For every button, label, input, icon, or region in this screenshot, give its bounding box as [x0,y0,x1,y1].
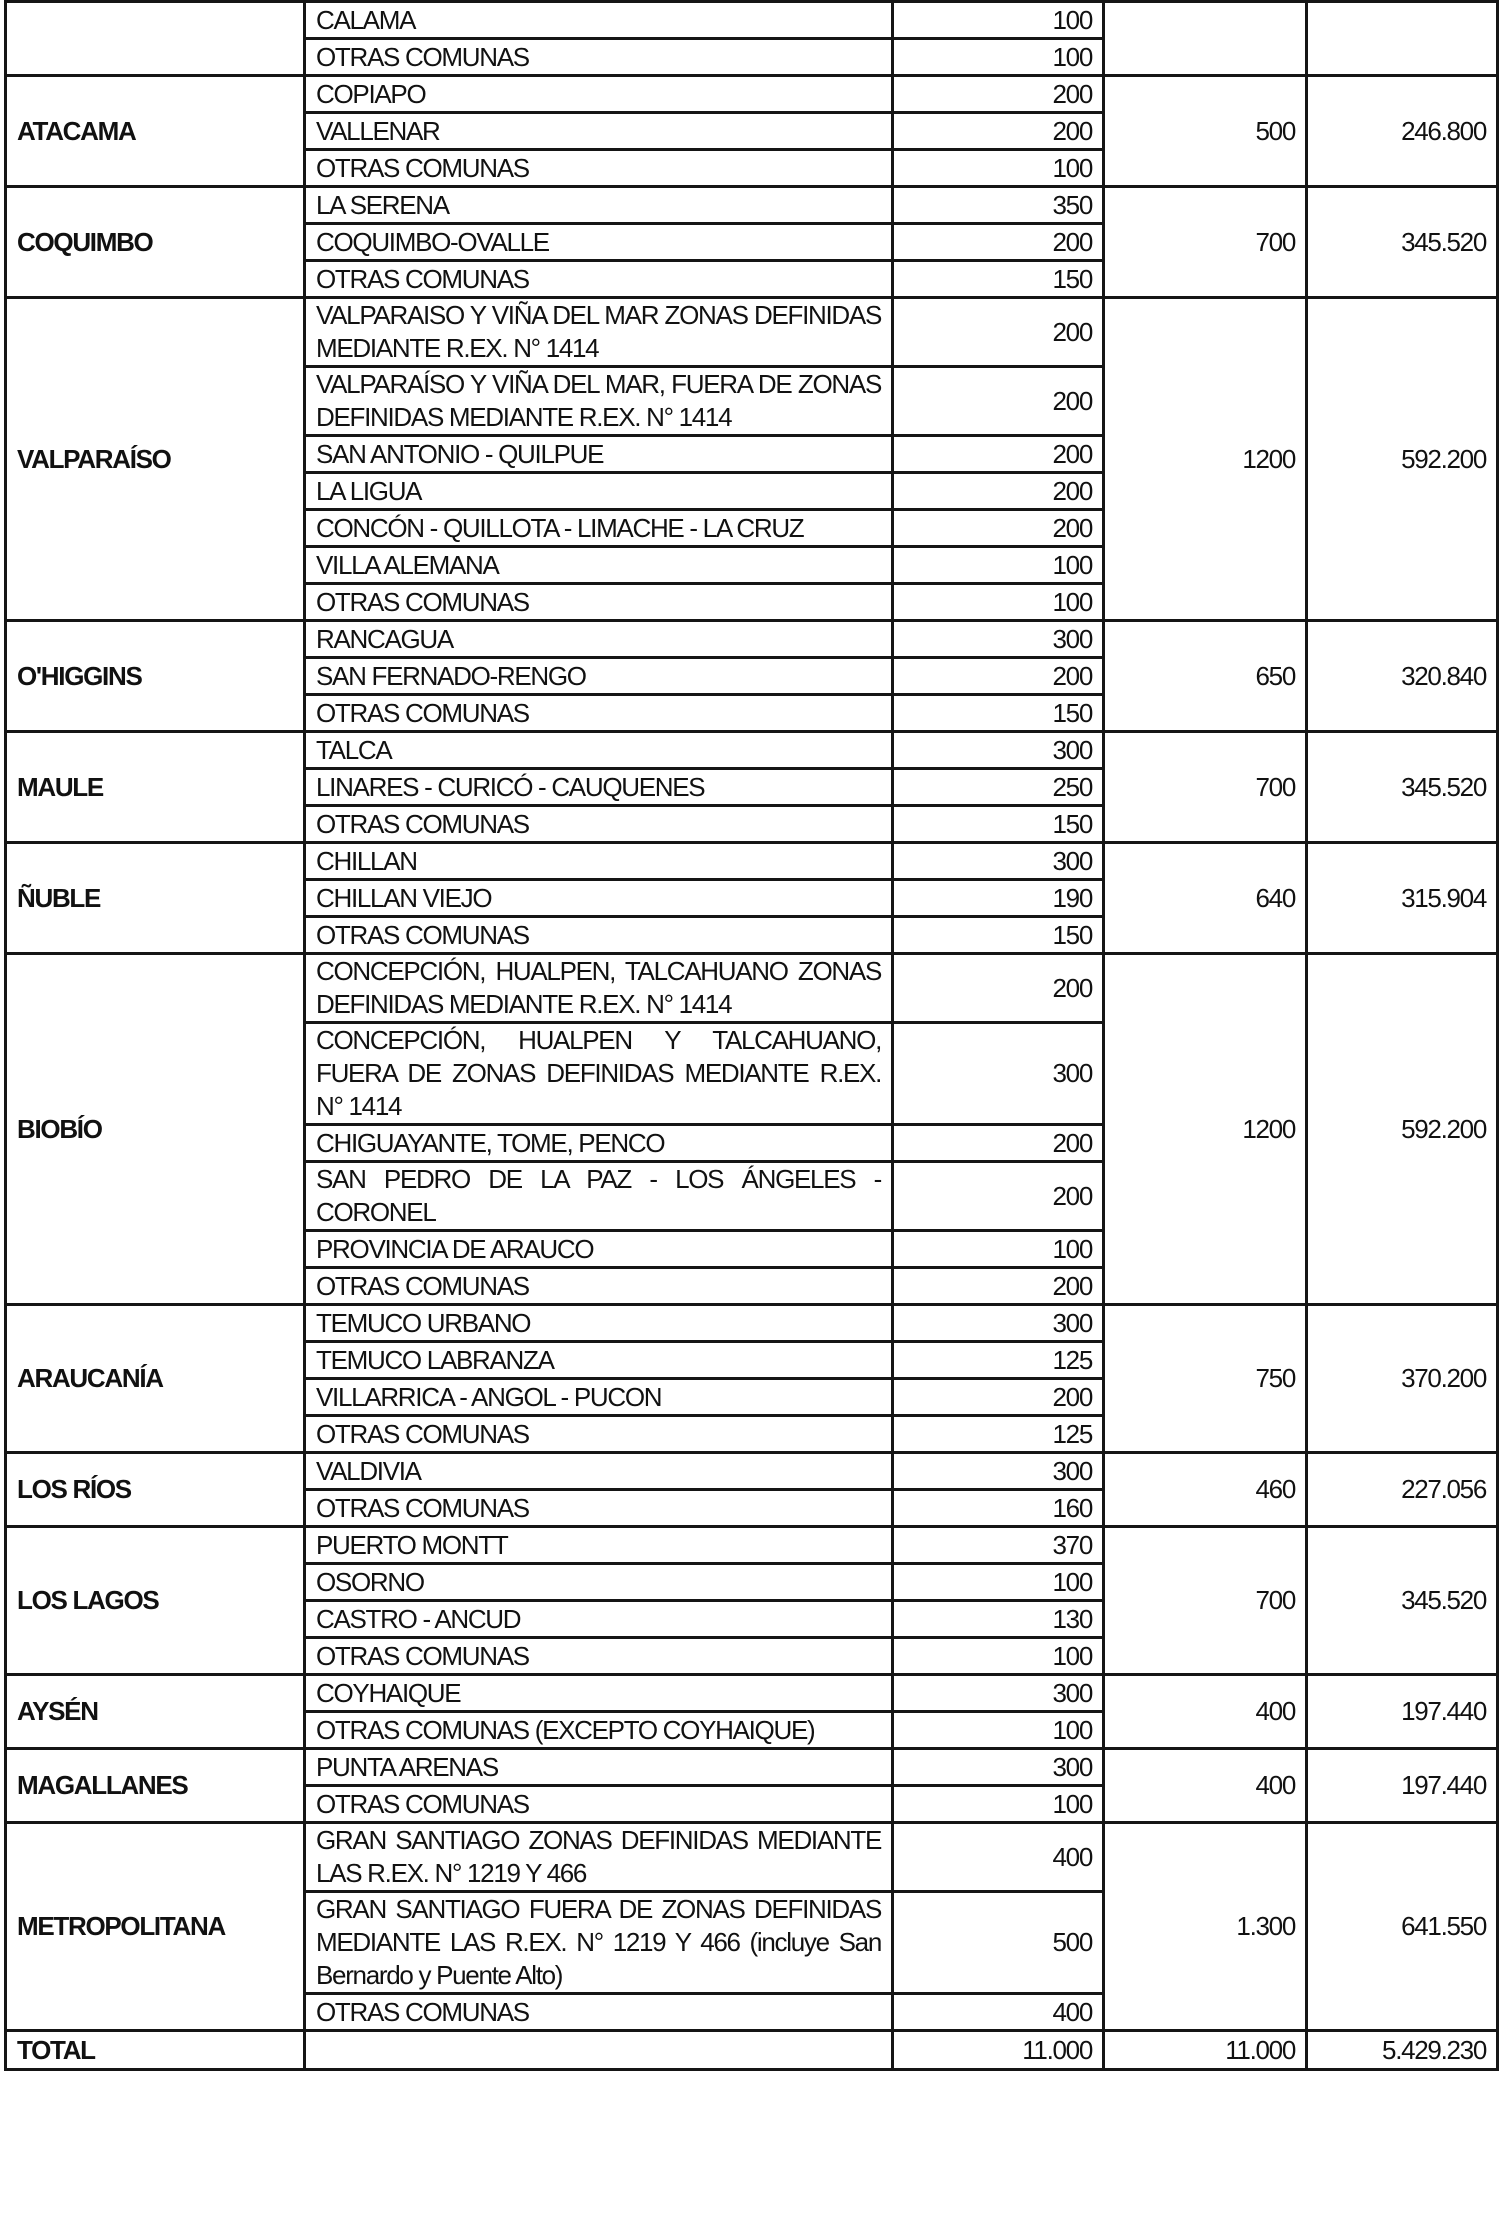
comuna-name: PUERTO MONTT [305,1527,893,1564]
comuna-name: VALPARAISO Y VIÑA DEL MAR ZONAS DEFINIDAS MEDIANTE R.EX. N° 1414 [305,298,893,367]
region-amount: 345.520 [1307,1527,1498,1675]
comuna-name: OTRAS COMUNAS [305,584,893,621]
region-name: ÑUBLE [6,843,305,954]
table-row [6,1305,1498,1342]
comuna-value: 370 [893,1527,1104,1564]
region-total: 700 [1104,187,1307,298]
region-total: 400 [1104,1749,1307,1823]
region-total: 400 [1104,1675,1307,1749]
comuna-value: 200 [893,76,1104,113]
comuna-value: 300 [893,732,1104,769]
comuna-name: OSORNO [305,1564,893,1601]
region-amount: 641.550 [1307,1823,1498,2031]
comuna-name: TEMUCO URBANO [305,1305,893,1342]
comuna-name: LA LIGUA [305,473,893,510]
comuna-value: 200 [893,436,1104,473]
comuna-name: LA SERENA [305,187,893,224]
region-total: 500 [1104,76,1307,187]
region-amount: 320.840 [1307,621,1498,732]
comuna-name: CASTRO - ANCUD [305,1601,893,1638]
comuna-name: VALLENAR [305,113,893,150]
comuna-value: 150 [893,695,1104,732]
comuna-name: OTRAS COMUNAS [305,1786,893,1823]
table-row [6,1453,1498,1490]
comuna-name: CONCÓN - QUILLOTA - LIMACHE - LA CRUZ [305,510,893,547]
comuna-name: GRAN SANTIAGO ZONAS DEFINIDAS MEDIANTE LAS R.EX. N° 1219 Y 466 [305,1823,893,1892]
region-name: LOS LAGOS [6,1527,305,1675]
table-row [6,187,1498,224]
comuna-name: CHIGUAYANTE, TOME, PENCO [305,1125,893,1162]
region-amount: 592.200 [1307,954,1498,1305]
comuna-name: LINARES - CURICÓ - CAUQUENES [305,769,893,806]
comuna-value: 400 [893,1994,1104,2031]
comuna-value: 200 [893,473,1104,510]
comuna-name: CHILLAN [305,843,893,880]
region-total: 700 [1104,732,1307,843]
comuna-name: RANCAGUA [305,621,893,658]
comuna-value: 100 [893,39,1104,76]
comuna-name: CONCEPCIÓN, HUALPEN, TALCAHUANO ZONAS DEFINIDAS MEDIANTE R.EX. N° 1414 [305,954,893,1023]
comuna-value: 190 [893,880,1104,917]
region-name: COQUIMBO [6,187,305,298]
comuna-value: 200 [893,224,1104,261]
table-row [6,1749,1498,1786]
comuna-value: 200 [893,113,1104,150]
comuna-name: VILLARRICA - ANGOL - PUCON [305,1379,893,1416]
comuna-name: CALAMA [305,2,893,39]
region-total: 1.300 [1104,1823,1307,2031]
comuna-value: 125 [893,1416,1104,1453]
table-row [6,954,1498,1023]
comuna-value: 200 [893,1125,1104,1162]
comuna-name: PUNTA ARENAS [305,1749,893,1786]
comuna-name: OTRAS COMUNAS [305,1490,893,1527]
region-name: O'HIGGINS [6,621,305,732]
comuna-value: 125 [893,1342,1104,1379]
comuna-value: 100 [893,1231,1104,1268]
region-amount: 197.440 [1307,1675,1498,1749]
comuna-name: SAN ANTONIO - QUILPUE [305,436,893,473]
comuna-name: OTRAS COMUNAS [305,917,893,954]
comuna-value: 100 [893,150,1104,187]
comuna-value: 150 [893,261,1104,298]
total-region-sum: 11.000 [1104,2031,1307,2070]
region-name: METROPOLITANA [6,1823,305,2031]
comuna-name: OTRAS COMUNAS [305,806,893,843]
comuna-name: OTRAS COMUNAS [305,1268,893,1305]
comuna-name: OTRAS COMUNAS [305,1416,893,1453]
region-name: MAULE [6,732,305,843]
comuna-value: 300 [893,1305,1104,1342]
region-total: 650 [1104,621,1307,732]
region-amount: 345.520 [1307,187,1498,298]
comuna-name: TEMUCO LABRANZA [305,1342,893,1379]
comuna-value: 300 [893,1023,1104,1125]
comuna-value: 100 [893,2,1104,39]
comuna-name: OTRAS COMUNAS [305,1638,893,1675]
comuna-name: VALDIVIA [305,1453,893,1490]
comuna-name: COPIAPO [305,76,893,113]
total-comunas-cell [305,2031,893,2070]
comuna-value: 100 [893,1564,1104,1601]
comuna-name: PROVINCIA DE ARAUCO [305,1231,893,1268]
region-amount [1307,2,1498,76]
table-row [6,621,1498,658]
region-name: LOS RÍOS [6,1453,305,1527]
comuna-value: 200 [893,298,1104,367]
comuna-value: 200 [893,367,1104,436]
comuna-name: SAN FERNADO-RENGO [305,658,893,695]
region-name: VALPARAÍSO [6,298,305,621]
comuna-value: 200 [893,1379,1104,1416]
comuna-value: 100 [893,584,1104,621]
comuna-value: 300 [893,1675,1104,1712]
region-name: MAGALLANES [6,1749,305,1823]
comuna-name: OTRAS COMUNAS [305,1994,893,2031]
comuna-name: OTRAS COMUNAS [305,150,893,187]
comuna-value: 250 [893,769,1104,806]
comuna-name: CONCEPCIÓN, HUALPEN Y TALCAHUANO, FUERA DE ZONAS DEFINIDAS MEDIANTE R.EX. N° 1414 [305,1023,893,1125]
total-row [6,2031,1498,2070]
total-label: TOTAL [6,2031,305,2070]
comuna-value: 150 [893,806,1104,843]
region-amount: 345.520 [1307,732,1498,843]
comuna-value: 100 [893,1638,1104,1675]
comuna-value: 300 [893,621,1104,658]
comuna-name: TALCA [305,732,893,769]
comuna-name: OTRAS COMUNAS (EXCEPTO COYHAIQUE) [305,1712,893,1749]
region-name: AYSÉN [6,1675,305,1749]
region-total: 640 [1104,843,1307,954]
comuna-value: 160 [893,1490,1104,1527]
comuna-value: 200 [893,1268,1104,1305]
comuna-value: 200 [893,954,1104,1023]
region-total: 1200 [1104,298,1307,621]
table-row [6,1823,1498,1892]
allocation-table [4,0,1499,2071]
comuna-value: 400 [893,1823,1104,1892]
region-total: 700 [1104,1527,1307,1675]
table-row [6,2,1498,39]
comuna-value: 130 [893,1601,1104,1638]
comuna-name: GRAN SANTIAGO FUERA DE ZONAS DEFINIDAS MEDIANTE LAS R.EX. N° 1219 Y 466 (incluye San Bernardo y Puente Alto) [305,1892,893,1994]
comuna-value: 300 [893,1749,1104,1786]
comuna-value: 200 [893,658,1104,695]
region-total: 1200 [1104,954,1307,1305]
region-amount: 315.904 [1307,843,1498,954]
comuna-name: VALPARAÍSO Y VIÑA DEL MAR, FUERA DE ZONAS DEFINIDAS MEDIANTE R.EX. N° 1414 [305,367,893,436]
comuna-value: 100 [893,1786,1104,1823]
comuna-name: CHILLAN VIEJO [305,880,893,917]
region-amount: 227.056 [1307,1453,1498,1527]
region-name [6,2,305,76]
table-row [6,843,1498,880]
total-amount-sum: 5.429.230 [1307,2031,1498,2070]
comuna-value: 350 [893,187,1104,224]
comuna-value: 300 [893,1453,1104,1490]
region-total: 460 [1104,1453,1307,1527]
comuna-name: COQUIMBO-OVALLE [305,224,893,261]
comuna-value: 200 [893,1162,1104,1231]
comuna-value: 200 [893,510,1104,547]
comuna-name: COYHAIQUE [305,1675,893,1712]
comuna-name: VILLA ALEMANA [305,547,893,584]
total-value-sum: 11.000 [893,2031,1104,2070]
region-total [1104,2,1307,76]
region-name: ARAUCANÍA [6,1305,305,1453]
comuna-value: 150 [893,917,1104,954]
comuna-name: SAN PEDRO DE LA PAZ - LOS ÁNGELES - CORONEL [305,1162,893,1231]
region-amount: 592.200 [1307,298,1498,621]
region-total: 750 [1104,1305,1307,1453]
comuna-name: OTRAS COMUNAS [305,695,893,732]
allocation-table-body [6,2,1498,2031]
region-amount: 370.200 [1307,1305,1498,1453]
region-name: ATACAMA [6,76,305,187]
comuna-value: 500 [893,1892,1104,1994]
region-amount: 246.800 [1307,76,1498,187]
comuna-value: 100 [893,1712,1104,1749]
comuna-value: 100 [893,547,1104,584]
comuna-name: OTRAS COMUNAS [305,261,893,298]
table-row [6,1675,1498,1712]
table-row [6,76,1498,113]
comuna-name: OTRAS COMUNAS [305,39,893,76]
comuna-value: 300 [893,843,1104,880]
table-row [6,732,1498,769]
table-row [6,1527,1498,1564]
table-row [6,298,1498,367]
region-name: BIOBÍO [6,954,305,1305]
region-amount: 197.440 [1307,1749,1498,1823]
